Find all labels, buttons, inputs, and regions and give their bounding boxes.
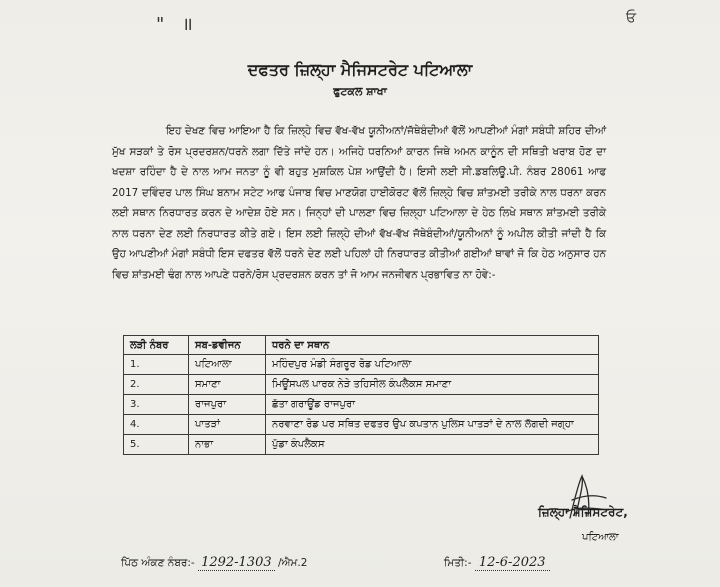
signatory-title: ਜ਼ਿਲ੍ਹਾ ਮੈਜਿਸਟਰੇਟ, [538, 505, 628, 519]
date-value: 12-6-2023 [475, 555, 550, 571]
cell-location: ਮਹਿੰਦਪੁਰ ਮੰਡੀ ਸੰਗਰੂਰ ਰੋਡ ਪਟਿਆਲਾ [266, 355, 599, 375]
notice-body: ਇਹ ਦੇਖਣ ਵਿਚ ਆਇਆ ਹੈ ਕਿ ਜ਼ਿਲ੍ਹੇ ਵਿਚ ਵੱਖ-ਵੱਖ ਯੂਨੀਅਨਾਂ/ਜੱਥੇਬੰਦੀਆਂ ਵੱਲੋਂ ਆਪਣੀਆਂ ਮੰਗਾਂ ਸਬੰਧੀ ਸ਼ਹਿਰ ਦੀਆਂ ਮੁੱਖ ਸੜਕਾਂ ਤੇ ਰੋਸ ਪ੍ਰਦਰਸ਼ਨ/ਧਰਨੇ ਲਗਾ ਦਿੱਤੇ ਜਾਂਦੇ ਹਨ। ਅਜਿਹੇ ਧਰਨਿਆਂ ਕਾਰਨ ਜਿਥੇ ਅਮਨ ਕਾਨੂੰਨ ਦੀ ਸਥਿਤੀ ਖਰਾਬ ਹੋਣ ਦਾ ਖਦਸ਼ਾ ਰਹਿੰਦਾ ਹੈ ਦੇ ਨਾਲ ਆਮ ਜਨਤਾ ਨੂੰ ਵੀ ਬਹੁਤ ਮੁਸ਼ਕਿਲ ਪੇਸ਼ ਆਉਂਦੀ ਹੈ। ਇਸੀ ਲਈ ਸੀ.ਡਬਲਿਊ.ਪੀ. ਨੰਬਰ 28061 ਆਫ 2017 ਦਵਿੰਦਰ ਪਾਲ ਸਿੰਘ ਬਨਾਮ ਸਟੇਟ ਆਫ ਪੰਜਾਬ ਵਿਚ ਮਾਣਯੋਗ ਹਾਈਕੋਰਟ ਵੱਲੋਂ ਜ਼ਿਲ੍ਹੇ ਵਿਚ ਸ਼ਾਂਤਮਈ ਤਰੀਕੇ ਨਾਲ ਧਰਨਾ ਕਰਨ ਲਈ ਸਥਾਨ ਨਿਰਧਾਰਤ ਕਰਨ ਦੇ ਆਦੇਸ਼ ਹੋਏ ਸਨ। ਜਿਨ੍ਹਾਂ ਦੀ ਪਾਲਣਾ ਵਿਚ ਜ਼ਿਲ੍ਹਾ ਪਟਿਆਲਾ ਦੇ ਹੇਠ ਲਿਖੇ ਸਥਾਨ ਸ਼ਾਂਤਮਈ ਤਰੀਕੇ ਨਾਲ ਧਰਨਾ ਦੇਣ ਲਈ ਨਿਰਧਾਰਤ ਕੀਤੇ ਗਏ। ਇਸ ਲਈ ਜ਼ਿਲ੍ਹੇ ਦੀਆਂ ਵੱਖ-ਵੱਖ ਜੱਥੇਬੰਦੀਆਂ/ਯੂਨੀਅਨਾਂ ਨੂੰ ਅਪੀਲ ਕੀਤੀ ਜਾਂਦੀ ਹੈ ਕਿ ਉਹ ਆਪਣੀਆਂ ਮੰਗਾਂ ਸਬੰਧੀ ਇਸ ਦਫਤਰ ਵੱਲੋਂ ਧਰਨੇ ਦੇਣ ਲਈ ਪਹਿਲਾਂ ਹੀ ਨਿਰਧਾਰਤ ਕੀਤੀਆਂ ਗਈਆਂ ਥਾਵਾਂ ਜੋ ਕਿ ਹੇਠ ਅਨੁਸਾਰ ਹਨ ਵਿਚ ਸ਼ਾਂਤਮਈ ਢੰਗ ਨਾਲ ਆਪਣੇ ਧਰਨੇ/ਰੋਸ ਪ੍ਰਦਰਸ਼ਨ ਕਰਨ ਤਾਂ ਜੋ ਆਮ ਜਨਜੀਵਨ ਪ੍ਰਭਾਵਿਤ ਨਾ ਹੋਵੇ:- [112, 125, 606, 281]
cell-subdivision: ਸਮਾਣਾ [189, 375, 266, 395]
signatory-city: ਪਟਿਆਲਾ [582, 532, 619, 543]
table-row [124, 435, 599, 455]
top-right-mark: ਓ [626, 10, 637, 26]
top-left-mark: " ॥ [156, 14, 199, 35]
endorsement-label: ਪਿੱਠ ਅੰਕਣ ਨੰਬਰ:- [121, 557, 195, 569]
cell-serial: 2. [124, 375, 189, 395]
table-row [124, 395, 599, 415]
branch-name: ਫੁਟਕਲ ਸ਼ਾਖਾ [333, 85, 387, 98]
endorsement-line [121, 555, 307, 570]
cell-serial: 3. [124, 395, 189, 415]
date-label: ਮਿਤੀ:- [444, 557, 472, 569]
office-title: ਦਫਤਰ ਜ਼ਿਲ੍ਹਾ ਮੈਜਿਸਟਰੇਟ ਪਟਿਆਲਾ [247, 60, 473, 79]
endorsement-number: 1292-1303 [198, 555, 275, 571]
cell-serial: 5. [124, 435, 189, 455]
table-row [124, 375, 599, 395]
table-row [124, 355, 599, 375]
header-subdivision: ਸਬ-ਡਵੀਜਨ [189, 336, 266, 355]
cell-subdivision: ਨਾਭਾ [189, 435, 266, 455]
header-serial: ਲੜੀ ਨੰਬਰ [124, 336, 189, 355]
cell-location: ਮਿਊਂਸਪਲ ਪਾਰਕ ਨੇੜੇ ਤਹਿਸੀਲ ਕੰਪਲੈਕਸ ਸਮਾਣਾ [266, 375, 599, 395]
table-row [124, 415, 599, 435]
cell-serial: 1. [124, 355, 189, 375]
date-line [444, 555, 550, 570]
protest-locations-table [123, 335, 599, 455]
cell-location: ਨਰਵਾਣਾ ਰੋਡ ਪਰ ਸਥਿਤ ਦਫਤਰ ਉਪ ਕਪਤਾਨ ਪੁਲਿਸ ਪਾਤੜਾਂ ਦੇ ਨਾਲ ਲੱਗਦੀ ਜਗ੍ਹਾ [266, 415, 599, 435]
cell-subdivision: ਪਾਤੜਾਂ [189, 415, 266, 435]
cell-location: ਛੱਤਾ ਗਰਾਊਂਡ ਰਾਜਪੁਰਾ [266, 395, 599, 415]
cell-location: ਪੁੱਡਾ ਕੰਪਲੈਕਸ [266, 435, 599, 455]
cell-subdivision: ਰਾਜਪੁਰਾ [189, 395, 266, 415]
endorsement-suffix: /ਐਮ.2 [277, 557, 308, 569]
cell-subdivision: ਪਟਿਆਲਾ [189, 355, 266, 375]
cell-serial: 4. [124, 415, 189, 435]
table-header-row [124, 336, 599, 355]
header-location: ਧਰਨੇ ਦਾ ਸਥਾਨ [266, 336, 599, 355]
